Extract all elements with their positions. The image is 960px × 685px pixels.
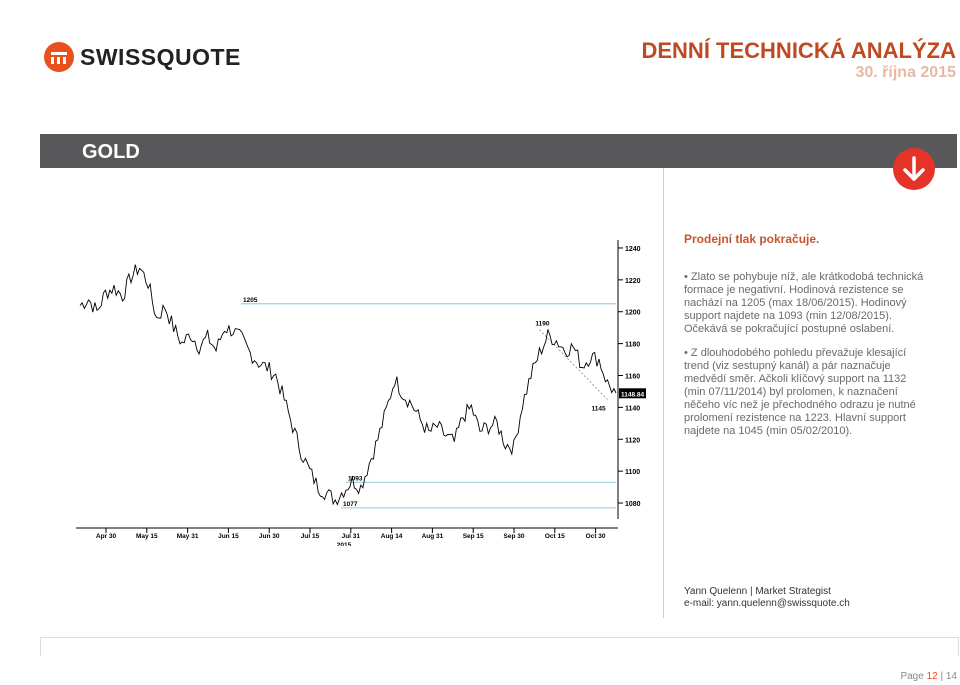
bullet-item: • Zlato se pohybuje níž, ale krátkodobá technická formace je negativní. Hodinová rezistence se nachází na 1205 (max 18/06/2015). Hodinový support najdete na 1093 (min 12/08/2015). Očekává se pokračující postupné oslabení. bbox=[684, 271, 924, 335]
logo-text: SWISSQUOTE bbox=[80, 43, 241, 70]
year-label: 2015 bbox=[336, 542, 352, 546]
page-number: Page 12 | 14 bbox=[900, 671, 957, 682]
author-email: e-mail: yann.quelenn@swissquote.ch bbox=[684, 598, 850, 609]
x-tick-label: Aug 14 bbox=[380, 533, 403, 540]
x-tick-label: Aug 31 bbox=[421, 533, 444, 540]
bullet-text: Z dlouhodobého pohledu převažuje klesající trend (viz sestupný kanál) a pár naznačuje medvědí směr. Ačkoli klíčový support na 1132 (min 07/11/2014) byl prolomen, k naznačení něčeho víc než je přechodného odrazu je nutné prolomení rezistence na 1223. Hlavní support najdete na 1045 (min 05/02/2010). bbox=[684, 347, 916, 437]
bullet-text: Zlato se pohybuje níž, ale krátkodobá technická formace je negativní. Hodinová rezistence se nachází na 1205 (max 18/06/2015). Hodinový support najdete na 1093 (min 12/08/2015). Očekává se pokračující postupné oslabení. bbox=[684, 271, 924, 335]
y-tick-label: 1100 bbox=[625, 469, 641, 477]
y-tick-label: 1180 bbox=[625, 341, 641, 349]
x-tick-label: Sep 15 bbox=[462, 533, 484, 540]
x-tick-label: May 31 bbox=[176, 533, 199, 540]
level-label: 1093 bbox=[348, 475, 363, 483]
annotation-label: 1190 bbox=[535, 320, 550, 328]
x-tick-label: Jun 15 bbox=[218, 533, 239, 540]
x-tick-label: Jul 15 bbox=[300, 533, 320, 540]
total-pages: 14 bbox=[945, 671, 957, 682]
column-divider bbox=[663, 168, 664, 618]
instrument-label: GOLD bbox=[82, 141, 140, 163]
author-name: Yann Quelenn | Market Strategist bbox=[684, 586, 831, 597]
commentary-bullets bbox=[684, 271, 924, 449]
author-block bbox=[684, 586, 850, 610]
y-tick-label: 1240 bbox=[625, 245, 641, 253]
y-tick-label: 1220 bbox=[625, 277, 641, 285]
x-tick-label: Oct 30 bbox=[585, 533, 606, 540]
level-label: 1205 bbox=[243, 296, 258, 304]
logo-mark-icon bbox=[44, 42, 74, 72]
swissquote-logo bbox=[44, 42, 241, 72]
x-tick-label: Jul 31 bbox=[341, 533, 361, 540]
y-tick-label: 1200 bbox=[625, 309, 641, 317]
y-tick-label: 1160 bbox=[625, 373, 641, 381]
last-price-label: 1148.84 bbox=[621, 391, 645, 399]
report-date: 30. října 2015 bbox=[855, 64, 956, 81]
commentary-subheading: Prodejní tlak pokračuje. bbox=[684, 232, 820, 246]
bullet-item: • Z dlouhodobého pohledu převažuje klesající trend (viz sestupný kanál) a pár naznačuje medvědí směr. Ačkoli klíčový support na 1132 (min 07/11/2014) byl prolomen, k naznačení něčeho víc než je přechodného odrazu je nutné prolomení rezistence na 1223. Hlavní support najdete na 1045 (min 05/02/2010). bbox=[684, 347, 916, 437]
report-title: DENNÍ TECHNICKÁ ANALÝZA bbox=[641, 38, 956, 63]
level-label: 1077 bbox=[343, 500, 358, 508]
instrument-banner bbox=[40, 134, 957, 168]
arrow-down-icon bbox=[893, 148, 935, 190]
x-tick-label: May 15 bbox=[135, 533, 158, 540]
annotation-label: 1145 bbox=[591, 405, 606, 413]
x-tick-label: Jun 30 bbox=[258, 533, 280, 540]
y-tick-label: 1140 bbox=[625, 405, 641, 413]
y-tick-label: 1080 bbox=[625, 501, 641, 509]
x-tick-label: Apr 30 bbox=[95, 533, 117, 540]
x-tick-label: Sep 30 bbox=[503, 533, 525, 540]
y-tick-label: 1120 bbox=[625, 437, 641, 445]
footer-frame bbox=[40, 637, 959, 656]
current-page: 12 bbox=[926, 671, 938, 682]
price-series-line bbox=[80, 265, 616, 505]
x-tick-label: Oct 15 bbox=[544, 533, 565, 540]
gold-price-chart bbox=[76, 236, 651, 546]
